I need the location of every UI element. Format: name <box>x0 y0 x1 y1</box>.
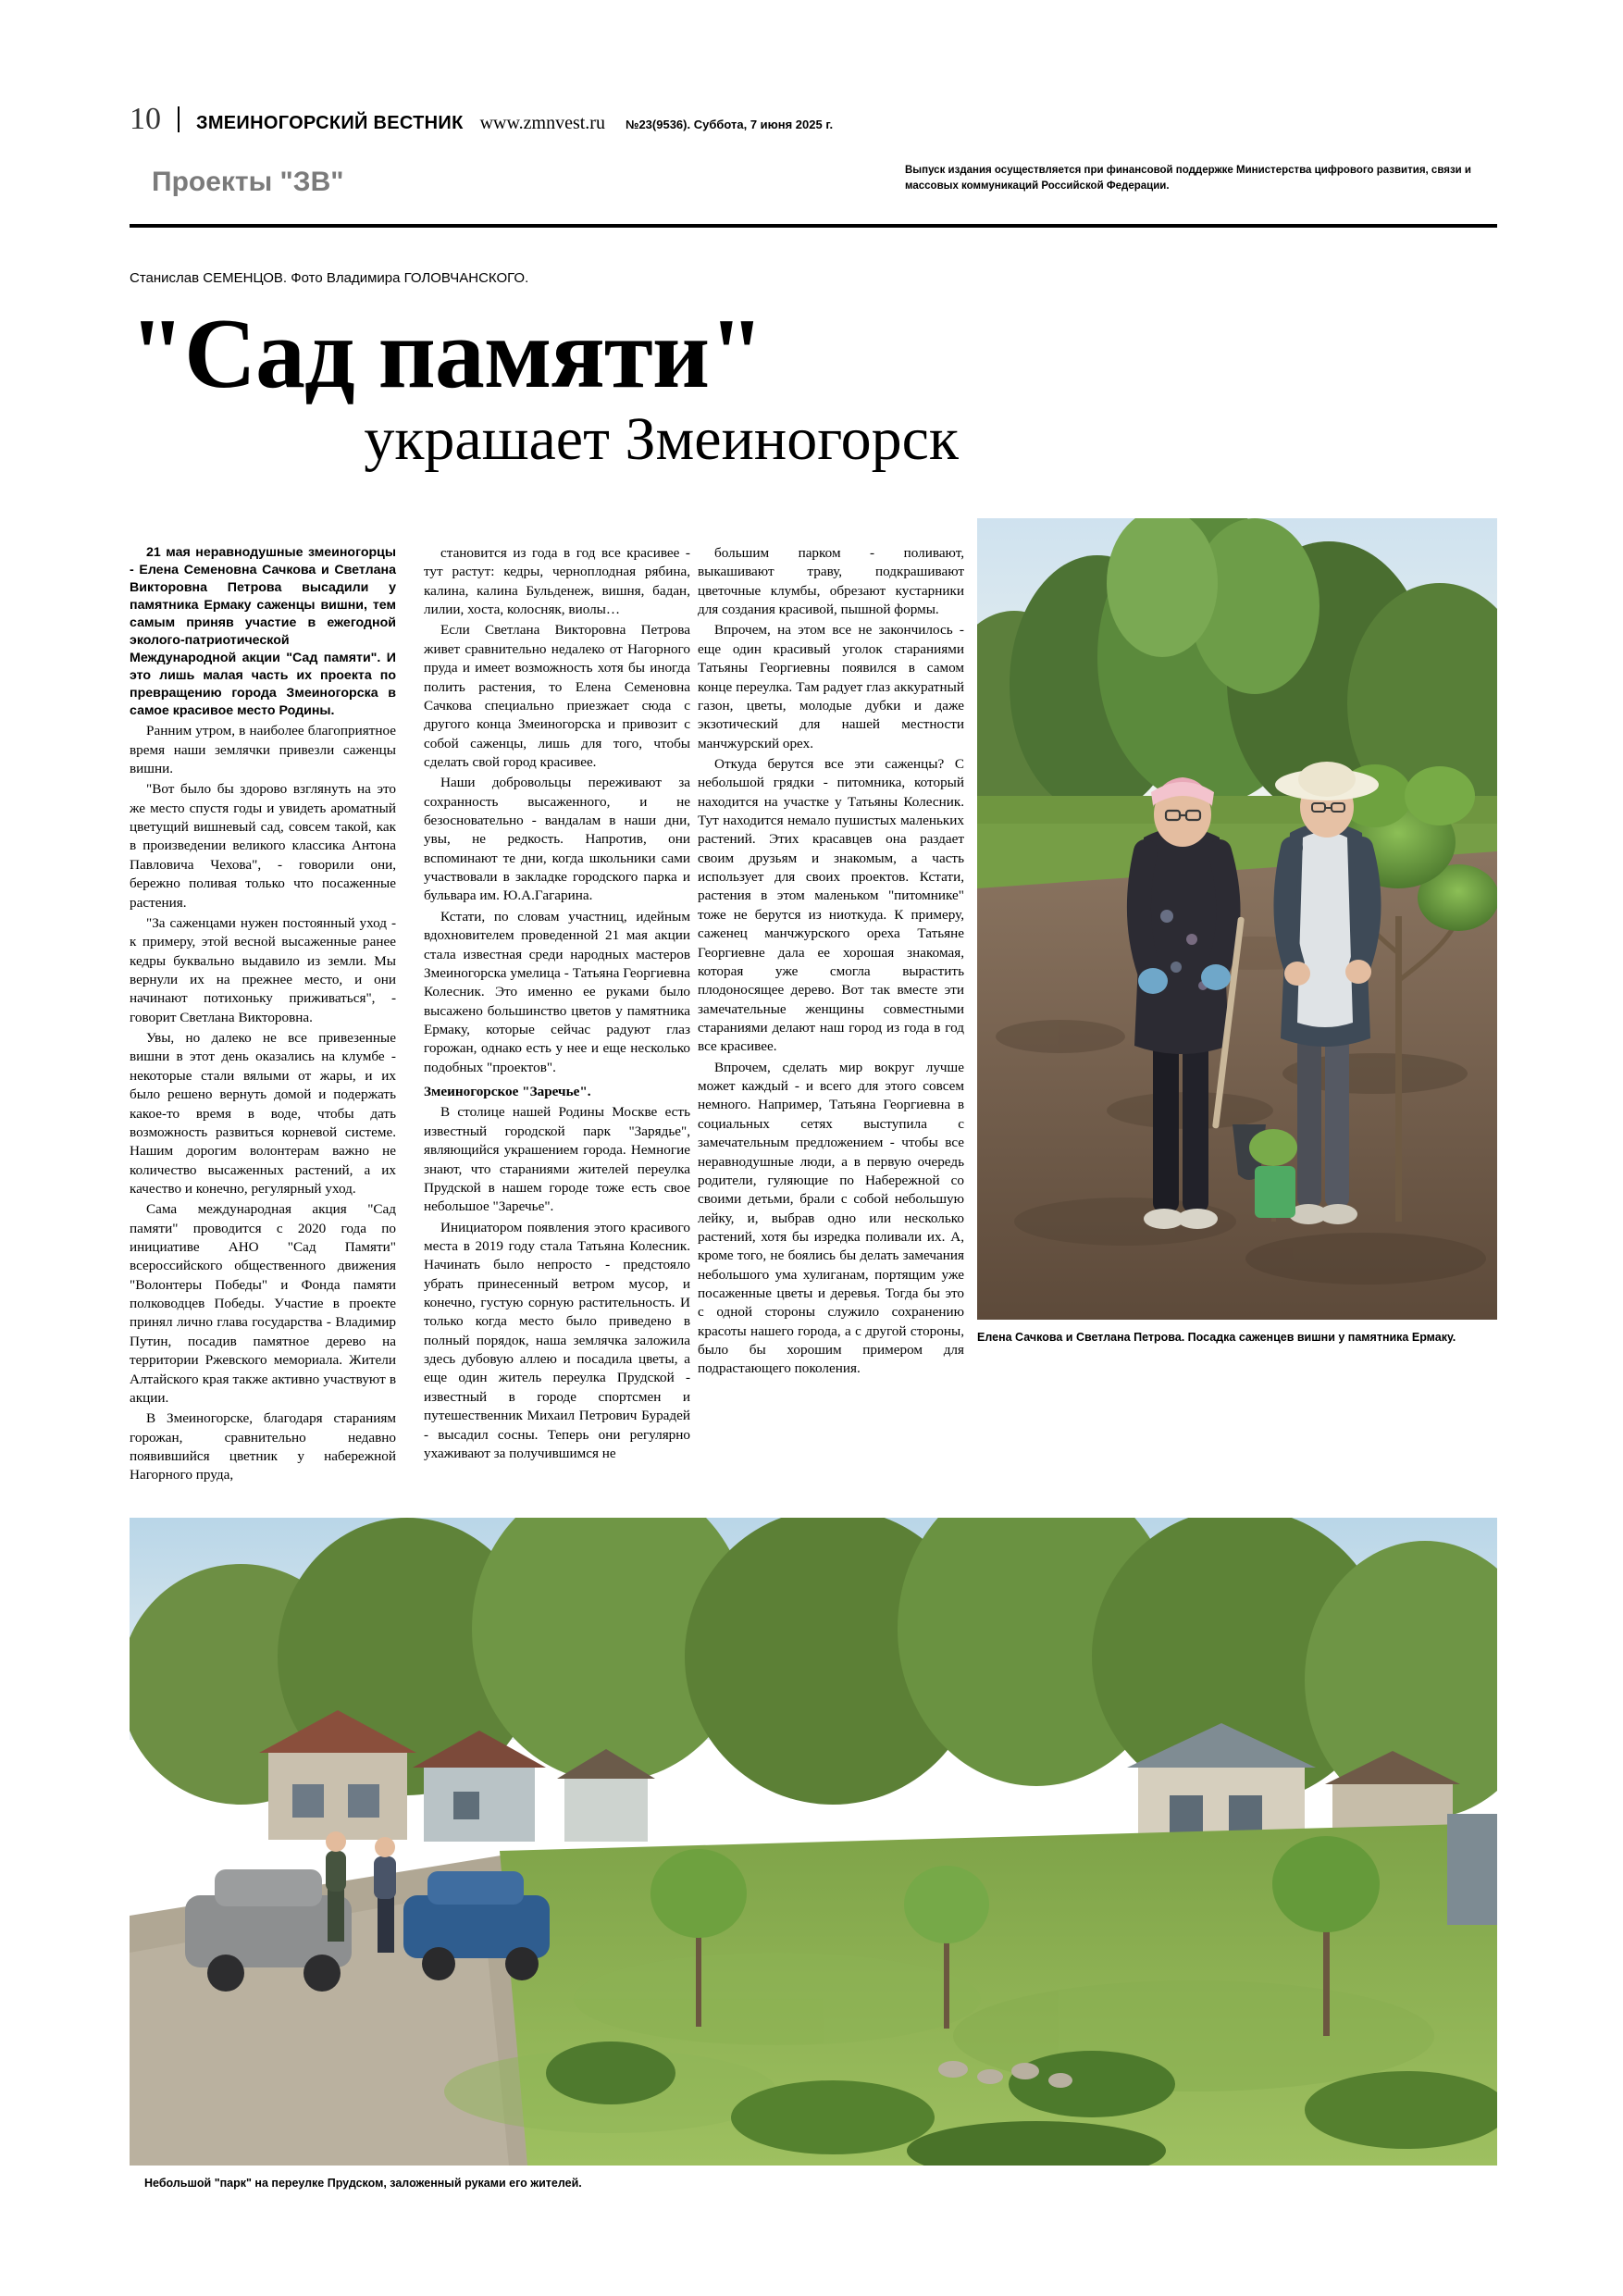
headline <box>130 299 962 473</box>
paragraph: Кстати, по словам участниц, идейным вдохновителем проведенной 21 мая акции стала известная среди народных мастеров Змеиногорска умелица - Татьяна Георгиевна Колесник. Это именно ее руками было высажено большинство цветов у памятника Ермаку, которые сейчас радуют глаз горожан, однако есть у нее и еще несколько подобных "проектов". <box>424 908 690 1075</box>
paper-website[interactable]: www.zmnvest.ru <box>479 113 605 133</box>
paragraph: Инициатором появления этого красивого места в 2019 году стала Татьяна Колесник. Начинать было непросто - предстояло убрать принесенный ветром мусор, и конечно, густую сорную растительность. И только когда место было приведено в полный порядок, наша землячка заложила здесь дубовую аллею и посадила цветы, а еще один житель переулка Прудской - известный в городе спортсмен и путешественник Михаил Петрович Бурадей - высадил сосны. Теперь они регулярно ухаживают за получившимся не <box>424 1219 690 1461</box>
paragraph: большим парком - поливают, выкашивают траву, подкрашивают цветочные клумбы, обрезают кустарники для создания красивой, пышной формы. <box>698 545 964 618</box>
paragraph: Впрочем, сделать мир вокруг лучше может каждый - и всего для этого совсем немного. Например, Татьяна Георгиевна в социальных сетях выступила с замечательным предложением - чтобы все неравнодушные люди, а в первую очередь родители, гуляющие по Набережной со своими детьми, брали с собой небольшую лейку, и, выбрав одно или несколько растений, хотя бы изредка поливали их. А, кроме того, не боялись бы делать замечания небольшого ума хулиганам, портящим уже посаженные цветы и деревья. Тогда бы это с одной стороны служило сохранению красоты нашего города, а с другой стороны, было бы хорошим примером для подрастающего поколения. <box>698 1059 964 1377</box>
article-column-3 <box>698 544 964 1381</box>
paragraph: "Вот было бы здорово взглянуть на это же место спустя годы и увидеть ароматный цветущий вишневый сад, совсем такой, как в произведении великого классика Антона Павловича Чехова", - говорили они, бережно поливая только что посаженные растения. <box>130 781 396 911</box>
header-rule <box>130 224 1497 228</box>
headline-line-2: украшает Змеиногорск <box>364 404 959 473</box>
photo-bottom-caption: Небольшой "парк" на переулке Прудском, заложенный руками его жителей. <box>144 2177 582 2190</box>
paragraph: В столице нашей Родины Москве есть известный городской парк "Зарядье", являющийся украшением города. Немногие знают, что стараниями жителей переулка Прудской в нашем городе тоже есть свое небольшое "Заречье". <box>424 1104 690 1215</box>
paragraph: Сама международная акция "Сад памяти" проводится с 2020 года по инициативе АНО "Сад Памяти" всероссийского общественного движения "Волонтеры Победы" и Фонда памяти полководцев Победы. Участие в проекте принял лично глава государства - Владимир Путин, посадив памятное дерево на территории Ржевского мемориала. Жители Алтайского края также активно участвуют в акции. <box>130 1201 396 1406</box>
paper-name: ЗМЕИНОГОРСКИЙ ВЕСТНИК <box>196 113 464 133</box>
subheading: Змеиногорское "Заречье". <box>424 1084 591 1100</box>
photo-small-park <box>130 1518 1497 2166</box>
section-tag: Проекты "ЗВ" <box>152 167 344 197</box>
byline: Станислав СЕМЕНЦОВ. Фото Владимира ГОЛОВЧАНСКОГО. <box>130 270 529 286</box>
article-column-2 <box>424 544 690 1465</box>
paragraph-lead: 21 мая неравнодушные змеиногорцы - Елена Семеновна Сачкова и Светлана Викторовна Петрова высадили у памятника Ермаку саженцы вишни, тем самым приняв участие в ежегодной эколого-патриотической Международной акции "Сад памяти". И это лишь малая часть их проекта по превращению города Змеиногорска в самое красивое место Родины. <box>130 545 396 719</box>
photo-top-caption: Елена Сачкова и Светлана Петрова. Посадка саженцев вишни у памятника Ермаку. <box>977 1331 1456 1344</box>
paragraph: "За саженцами нужен постоянный уход - к примеру, этой весной высаженные ранее кедры буквально выдавило из земли. Мы вернули их на прежнее место, и они начинают потихоньку приживаться", - говорит Светлана Викторовна. <box>130 914 396 1025</box>
paragraph: В Змеиногорске, благодаря стараниям горожан, сравнительно недавно появившийся цветник у набережной Нагорного пруда, <box>130 1410 396 1483</box>
paragraph: становится из года в год все красивее - тут растут: кедры, черноплодная рябина, калина, калина Бульденеж, вишня, бадан, лилии, хоста, колосняк, виолы… <box>424 545 690 618</box>
paragraph: Ранним утром, в наиболее благоприятное время наши землячки привезли саженцы вишни. <box>130 723 396 777</box>
photo-women-planting <box>977 518 1497 1320</box>
paragraph: Наши добровольцы переживают за сохранность высаженного, и не безосновательно - вандалам в наши дни, увы, не редкость. Напротив, они вспоминают те дни, когда школьники сами участвовали в закладке городского парка и бульвара им. Ю.А.Гагарина. <box>424 775 690 904</box>
article-column-1 <box>130 544 396 1487</box>
paragraph: Откуда берутся все эти саженцы? С небольшой грядки - питомника, который находится на участке у Татьяны Колесник. Тут находится немало пушистых маленьких растений. Этих красавцев она раздает своим друзьям и знакомым, а часть использует для своих проектов. Кстати, растения в этом маленьком "питомнике" тоже не берутся из ниоткуда. К примеру, саженец манчжурского ореха Татьяне Георгиевне дала ее хорошая знакомая, которая уже смогла вырастить плодоносящее дерево. Вот так вместе эти замечательные женщины совместными стараниями делают наш город из года в год все красивее. <box>698 755 964 1055</box>
paragraph: Увы, но далеко не все привезенные вишни в этот день оказались на клумбе - некоторые стали вялыми от жары, и их было решено вернуть домой и подержать какое-то время в воде, чтобы дать возможность развиться корневой системе. Нашим дорогим волонтерам важно не количество высаженных растений, а их качество и конечно, регулярный уход. <box>130 1030 396 1197</box>
section-header <box>130 163 1497 215</box>
masthead <box>130 102 1497 137</box>
issue-info: №23(9536). Суббота, 7 июня 2025 г. <box>625 118 834 131</box>
paragraph: Впрочем, на этом все не закончилось - еще один красивый уголок стараниями Татьяны Георгиевны появился в самом конце переулка. Там радует глаз аккуратный газон, цветы, молодые дубки и даже экзотический для нашей местности манчжурский орех. <box>698 622 964 751</box>
masthead-divider <box>178 106 180 132</box>
headline-line-1: "Сад памяти" <box>130 299 764 409</box>
page-number: 10 <box>130 102 161 136</box>
paragraph: Если Светлана Викторовна Петрова живет сравнительно недалеко от Нагорного пруда и имеет возможность хотя бы иногда полить растения, то Елена Семеновна Сачкова специально приезжает сюда с другого конца Змеиногорска и привозит с собой саженцы, лишь для того, чтобы сделать свой город красивее. <box>424 622 690 770</box>
ministry-support-note: Выпуск издания осуществляется при финансовой поддержке Министерства цифрового развития, связи и массовых коммуникаций Российской Федерации. <box>905 165 1471 192</box>
